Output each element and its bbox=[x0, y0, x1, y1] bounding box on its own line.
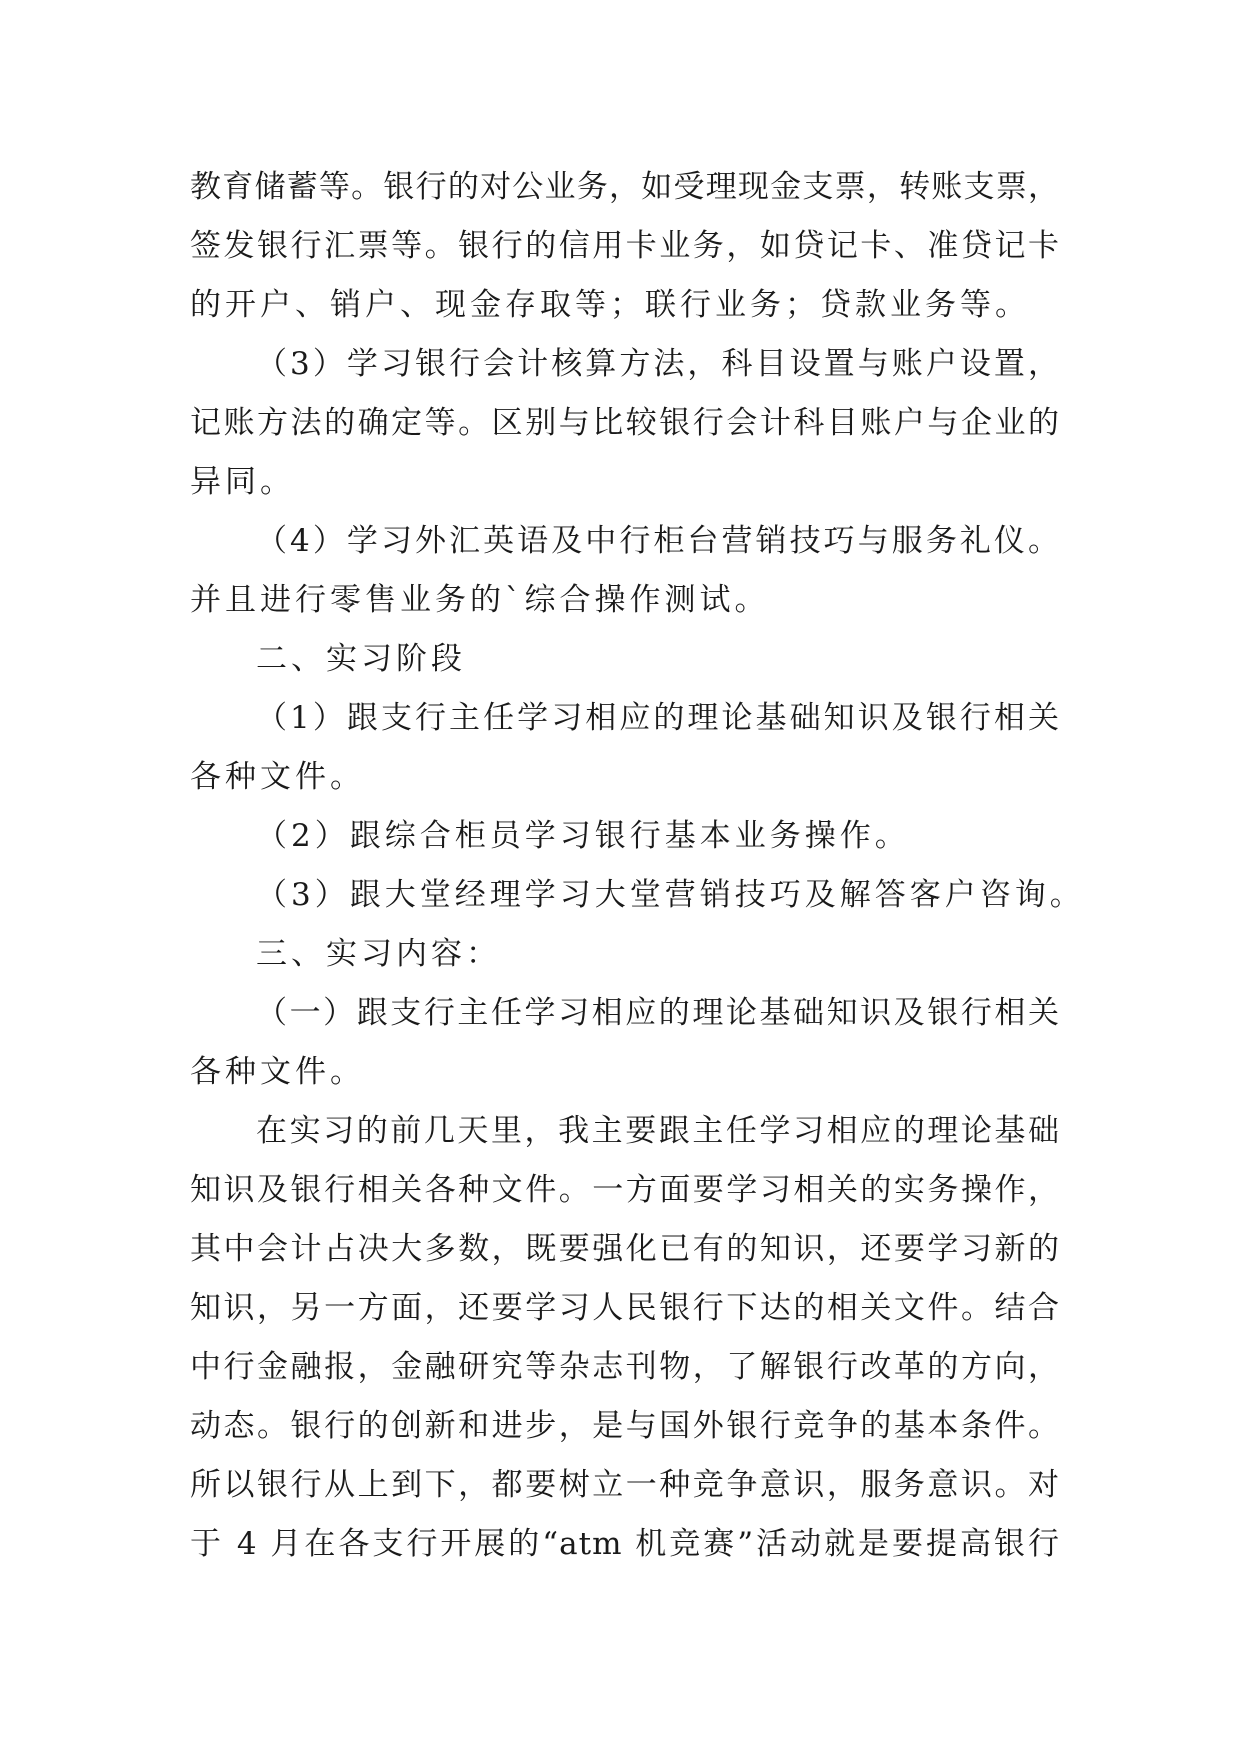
text-line: 记账方法的确定等。区别与比较银行会计科目账户与企业的 bbox=[190, 405, 1060, 441]
text-line: （1）跟支行主任学习相应的理论基础知识及银行相关 bbox=[256, 700, 1060, 736]
text-line: （4）学习外汇英语及中行柜台营销技巧与服务礼仪。 bbox=[256, 523, 1060, 559]
text-line: 知识，另一方面，还要学习人民银行下达的相关文件。结合 bbox=[190, 1290, 1060, 1326]
text-line: 动态。银行的创新和进步，是与国外银行竞争的基本条件。 bbox=[190, 1408, 1060, 1444]
text-line: 于 4 月在各支行开展的“atm 机竞赛”活动就是要提高银行 bbox=[190, 1526, 1060, 1562]
text-line: 各种文件。 bbox=[190, 1054, 365, 1090]
text-line: 签发银行汇票等。银行的信用卡业务，如贷记卡、准贷记卡 bbox=[190, 228, 1060, 264]
text-line: 异同。 bbox=[190, 464, 295, 500]
text-line: 的开户、销户、现金存取等；联行业务；贷款业务等。 bbox=[190, 287, 1030, 323]
section-heading: 三、实习内容： bbox=[256, 936, 501, 972]
text-line: （3）跟大堂经理学习大堂营销技巧及解答客户咨询。 bbox=[256, 877, 1085, 913]
text-line: （2）跟综合柜员学习银行基本业务操作。 bbox=[256, 818, 910, 854]
section-heading: 二、实习阶段 bbox=[256, 641, 466, 677]
text-line: 在实习的前几天里，我主要跟主任学习相应的理论基础 bbox=[256, 1113, 1060, 1149]
text-line: 中行金融报，金融研究等杂志刊物，了解银行改革的方向， bbox=[190, 1349, 1060, 1385]
text-line: 其中会计占决大多数，既要强化已有的知识，还要学习新的 bbox=[190, 1231, 1060, 1267]
text-line: （3）学习银行会计核算方法，科目设置与账户设置， bbox=[256, 346, 1060, 382]
document-body bbox=[190, 158, 1085, 1574]
text-line: （一）跟支行主任学习相应的理论基础知识及银行相关 bbox=[256, 995, 1060, 1031]
text-line: 各种文件。 bbox=[190, 759, 365, 795]
text-line: 知识及银行相关各种文件。一方面要学习相关的实务操作， bbox=[190, 1172, 1060, 1208]
text-line: 教育储蓄等。银行的对公业务，如受理现金支票，转账支票， bbox=[190, 169, 1060, 205]
text-line: 所以银行从上到下，都要树立一种竞争意识，服务意识。对 bbox=[190, 1467, 1060, 1503]
text-line: 并且进行零售业务的`综合操作测试。 bbox=[190, 582, 770, 618]
